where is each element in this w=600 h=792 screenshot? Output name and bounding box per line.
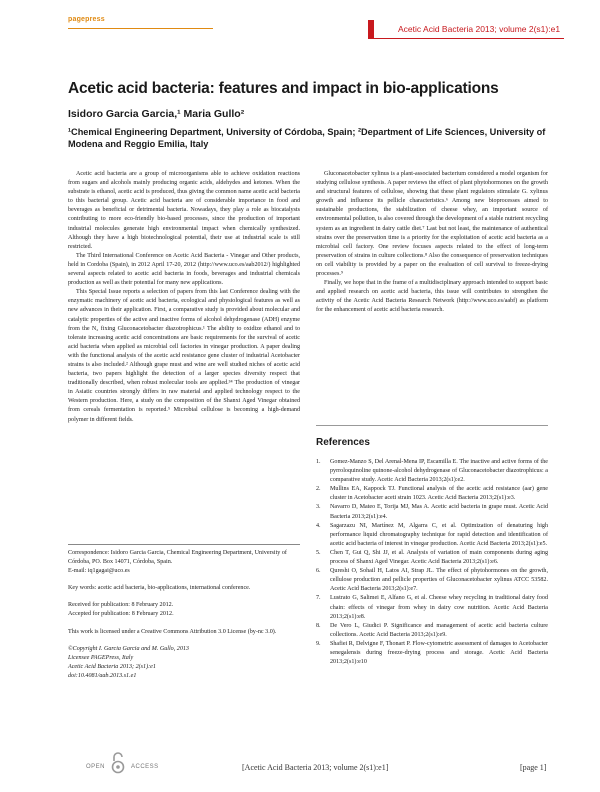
doi-link[interactable]: doi:10.4081/aab.2013.s1.e1 bbox=[68, 672, 137, 679]
copyright-block bbox=[68, 645, 300, 681]
paragraph: Acetic acid bacteria are a group of microorganisms able to achieve oxidation reactions from sugars and alcohols mainly producing organic acids, aldehydes and ketones. When the substrate is ethanol, acetic acid is produced, thus giving the common name acetic acid bacteria to this bacterial group. Acetic acid bacteria are of considerable importance in food and beverages as beneficial or detrimental bacteria. Nowadays, they play a role as biocatalysts contributing to more eco-friendly bio-based processes, since the production of important industrial molecules generate high environmental impact when chemically synthesized. Although they have a high biotechnological potential, their use at industrial scale is still restricted. bbox=[68, 171, 300, 250]
reference-text: Chen T, Gui Q, Shi JJ, et al. Analysis of variation of main components during aging process of Shanxi Aged Vinegar. Acetic Acid Bacteria 2013;2(s1):e6. bbox=[330, 549, 548, 566]
received-date: Received for publication: 8 February 2012. bbox=[68, 602, 174, 609]
reference-number: 1. bbox=[316, 459, 321, 465]
paragraph: Finally, we hope that in the frame of a multidisciplinary approach intended to support basic and applied research on acetic acid bacteria, this issue will contributes to strengthen the activity of the Acetic Acid Bacteria Research Network (http://www.uco.es/aabf) as platform for the enhancement of acetic acid bacteria research. bbox=[316, 280, 548, 314]
reference-item bbox=[316, 622, 548, 640]
reference-text: Navarro D, Mateo E, Torija MJ, Mas A. Acetic acid bacteria in grape must. Acetic Acid Bacteria 2013;2(s1):e4. bbox=[330, 504, 548, 520]
reference-text: Shafiei R, Delvigne F, Thonart P. Flow-cytometric assessment of damages to Acetobacter senegalensis during freeze-drying process and storage. Acetic Acid Bacteria 2013;2(s1):e10 bbox=[330, 640, 548, 666]
body-right-column bbox=[316, 170, 548, 316]
reference-item bbox=[316, 485, 548, 503]
footer-citation: [Acetic Acid Bacteria 2013; volume 2(s1):e1] bbox=[242, 763, 389, 772]
reference-item bbox=[316, 503, 548, 521]
paragraph: Gluconacetobacter xylinus is a plant-associated bacterium considered a model organism for studying cellulose synthesis. A paper reviews the effect of plant phytohormones on the growth and structural features of cellulose, showing that these plant regulators stimulate G. xylinus growth and influence its pellicle characteristics.⁶ Among new bioprocesses aimed to sustainable productions, the stabilization of cheese whey, an important source of environmental pollution, is also covered through the development of a stable nutrient recycling system as an ingredient in dairy cattle diet.⁷ Last but not least, the maintenance of authentical strains over the preservation time is a priority for the exploitation of acetic acid bacteria as a microbial cell factory. One review focuses aspects related to the effect of long-term preservation of strains in culture collections.⁸ Also the consequence of preservation techniques on cell viability is provided by a paper on the evaluation of cell survival to freeze-drying processes.⁹ bbox=[316, 171, 548, 278]
reference-item bbox=[316, 640, 548, 667]
header-rule bbox=[68, 28, 213, 29]
reference-number: 9. bbox=[316, 640, 321, 647]
page-number: [page 1] bbox=[520, 763, 547, 772]
journal-citation: Acetic Acid Bacteria 2013; volume 2(s1):e1 bbox=[398, 24, 561, 34]
open-access-label: OPEN bbox=[86, 764, 106, 770]
copyright-line: Acetic Acid Bacteria 2013; 2(s1):e1 bbox=[68, 663, 156, 670]
reference-text: Qureshi O, Sohail H, Latos AI, Strap JL. The effect of phytohormones on the growth, cellulose production and pellicle properties of Gluconacetobacter xylinus ATCC 53582. Acetic Acid Bacteria 2013;2(s1):e7. bbox=[330, 568, 548, 593]
reference-number: 5. bbox=[316, 549, 321, 556]
reference-text: Sagarzazu NI, Martínez M, Algarra C, et al. Optimization of denaturing high performance liquid chromatography technique for rapid detection and identification of acetic acid bacteria of interest in vinegar production. Acetic Acid Bacteria 2013;2(s1):e5. bbox=[330, 522, 548, 547]
reference-number: 2. bbox=[316, 486, 321, 493]
reference-number: 8. bbox=[316, 622, 321, 629]
correspondence: Correspondence: Isidoro Garcia Garcia, Chemical Engineering Department, University of Córdoba, PO. Box 14071, Córdoba, Spain. bbox=[68, 550, 287, 566]
references-heading: References bbox=[316, 437, 370, 448]
reference-number: 7. bbox=[316, 595, 321, 602]
access-label: ACCESS bbox=[131, 764, 159, 770]
copyright-line: Licensee PAGEPress, Italy bbox=[68, 654, 134, 661]
reference-number: 6. bbox=[316, 568, 321, 575]
reference-number: 4. bbox=[316, 522, 321, 529]
reference-item bbox=[316, 594, 548, 621]
reference-item bbox=[316, 549, 548, 567]
body-left-column bbox=[68, 170, 300, 425]
open-access-icon bbox=[110, 752, 126, 774]
paragraph: The Third International Conference on Acetic Acid Bacteria - Vinegar and Other products, held in Cordoba (Spain), in 2012 April 17-20, 2012 (http://www.uco.es/aab2012/) highlighted several aspects related to acetic acid bacteria in foods, beverages and industrial chemicals production as well as their potential for many new applications. bbox=[68, 252, 300, 287]
reference-text: Lustrato G, Salimei E, Alfano G, et al. Cheese whey recycling in traditional dairy food chain: effects of vinegar from whey in dairy cow nutrition. Acetic Acid Bacteria 2013;2(s1):e8. bbox=[330, 595, 548, 620]
publisher-logo-text: pagepress bbox=[68, 16, 105, 23]
paragraph: This Special Issue reports a selection of papers from this last Conference dealing with the enzymatic machinery of acetic acid bacteria, ecological and physiological features as well as new advances in their application. First, a comparative study is provided about molecular and catalytic properties of the active and inactive forms of alcohol dehydrogenase (ADH) enzyme from the N₂ fixing Gluconacetobacter diazotrophicus.¹ The ability to oxidize ethanol and to tolerate increasing acetic acid concentrations are basic requirements for the survival of acetic acid bacteria when applied as microbial cell factories in vinegar production. A paper dealing with the functional analysis of the acetic acid resistance gene cluster of industrial Acetobacter strains is also included.² Although grape must and wine are well studied niches of acetic acid bacteria, two papers highlight the detection of a larger species diversity respect that traditionally described, when robust molecular tools are applied.³⁴ The production of vinegar in Asiatic countries strongly differs in raw material and applied technology respect to the Western production. Here, a study on the composition of the Shanxi Aged Vinegar obtained from cereals fermentation is reported.⁵ Microbial cellulose is becoming a high-demand polymer in different fields. bbox=[68, 289, 300, 423]
reference-text: Gomez-Manzo S, Del Arenal-Mena IP, Escamilla E. The inactive and active forms of the pyrroloquinoline quinone-alcohol dehydrogenase of Gluconacetobacter diazotrophicus: a comparative study. Acetic Acid Bacteria 2013;2(s1):e2. bbox=[330, 459, 548, 484]
reference-text: De Vero L, Giudici P. Significance and management of acetic acid bacteria culture collections. Acetic Acid Bacteria 2013;2(s1):e9. bbox=[330, 622, 548, 638]
reference-text: Mullins EA, Kappock TJ. Functional analysis of the acetic acid resistance (aar) gene cluster in Acetobacter aceti strain 1023. Acetic Acid Bacteria 2013;2(s1):e3. bbox=[330, 486, 548, 502]
article-title: Acetic acid bacteria: features and impact in bio-applications bbox=[68, 80, 499, 97]
license-note: This work is licensed under a Creative Commons Attribution 3.0 License (by-nc 3.0). bbox=[68, 628, 277, 635]
reference-item bbox=[316, 458, 548, 485]
reference-item bbox=[316, 567, 548, 594]
references-divider bbox=[316, 425, 548, 426]
reference-list bbox=[316, 458, 548, 667]
correspondence-box bbox=[68, 544, 300, 689]
affiliations: ¹Chemical Engineering Department, University of Córdoba, Spain; ²Department of Life Sciences, University of Modena and Reggio Emilia, Italy bbox=[68, 127, 546, 149]
email-link[interactable]: E-mail: iq1gagai@uco.es bbox=[68, 568, 130, 575]
accepted-date: Accepted for publication: 8 February 2012. bbox=[68, 611, 174, 618]
authors: Isidoro Garcia Garcia,¹ Maria Gullo² bbox=[68, 108, 245, 120]
copyright-line: ©Copyright I. Garcia Garcia and M. Gullo, 2013 bbox=[68, 645, 189, 652]
reference-number: 3. bbox=[316, 504, 321, 511]
reference-item bbox=[316, 522, 548, 549]
keywords: Key words: acetic acid bacteria, bio-applications, international conference. bbox=[68, 585, 251, 592]
